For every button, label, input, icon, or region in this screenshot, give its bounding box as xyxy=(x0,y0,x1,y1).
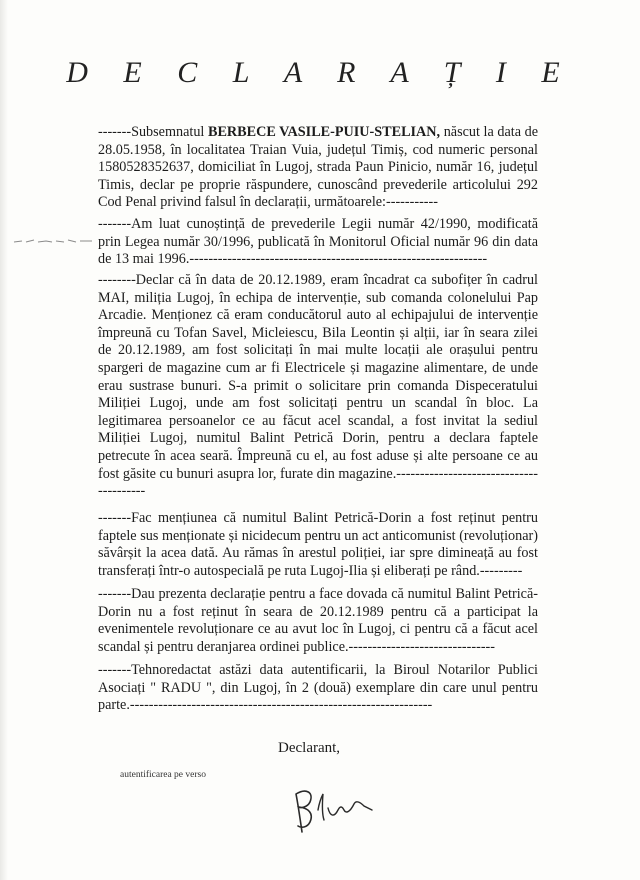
paragraph-identity xyxy=(98,124,538,212)
paragraph-notary: -------Tehnoredactat astăzi data autentificarii, la Biroul Notarilor Publici Asociați " RADU ", din Lugoj, în 2 (două) exemplare din care unul pentru parte.---------------------------------------------------------------- xyxy=(98,662,538,714)
scan-edge-shadow xyxy=(0,0,8,880)
margin-scribble-mark xyxy=(12,236,96,246)
paragraph-identity-rest: născut la data de 28.05.1958, în localitatea Traian Vuia, județul Timiș, cod numeric personal 1580528352637, domiciliat în Lugoj, strada Paun Pinicio, număr 16, județul Timis, declar pe proprie răspundere, cunoscând prevederile articolului 292 Cod Penal privind falsul în declarații, următoarele:----------- xyxy=(98,124,539,211)
paragraph-events: --------Declar că în data de 20.12.1989, eram încadrat ca subofițer în cadrul MAI, miliția Lugoj, în echipa de intervenție, sub comanda colonelului Pap Arcadie. Menționez că eram conducătorul auto al echipajului de intervenție împreună cu Tofan Savel, Micleiescu, Bila Leontin și alții, iar în seara zilei de 20.12.1989, am fost solicitați în mai multe locații ale orașului pentru spargeri de magazine cum ar fi Electricele și magazine alimentare, de unde erau sustrase bunuri. S-a primit o solicitare prin comanda Dispeceratului Miliției Lugoj, unde am fost solicitați pentru un scandal în bloc. La legitimarea persoanelor ce au făcut acel scandal, a fost invitat la sediul Miliției Lugoj, numitul Balint Petrică Dorin, pentru a declara faptele petrecute în acea seară. Împreună cu el, au fost aduse și alte persoane ce au fost găsite cu bunuri asupra lor, furate din magazine.---------------------------------------- xyxy=(98,272,538,500)
document-title: D E C L A R A Ț I E xyxy=(66,56,574,89)
verso-note: autentificarea pe verso xyxy=(120,770,206,780)
declarant-name: BERBECE VASILE-PUIU-STELIAN, xyxy=(207,124,441,140)
handwritten-signature xyxy=(288,780,378,840)
paragraph-identity-lead: -------Subsemnatul xyxy=(98,124,208,140)
paragraph-legal-notice: -------Am luat cunoștință de prevederile Legii număr 42/1990, modificată prin Legea număr 30/1996, publicată în Monitorul Oficial număr 96 din data de 13 mai 1996.--------------------------------------------------------------- xyxy=(98,216,538,268)
declarant-label: Declarant, xyxy=(278,740,341,756)
paragraph-purpose: -------Dau prezenta declarație pentru a face dovada că numitul Balint Petrică-Dorin nu a fost reținut în seara de 20.12.1989 pentru că a participat la evenimentele revoluționare ce au avut loc în Lugoj, ci pentru că a făcut acel scandal și pentru deranjarea ordinei publice.------------------------------- xyxy=(98,586,538,655)
paragraph-mention: -------Fac mențiunea că numitul Balint Petrică-Dorin a fost reținut pentru faptele sus menționate și nicidecum pentru un act anticomunist (revoluționar) săvârșit la acea dată. Au rămas în arestul poliției, iar spre dimineață au fost transferați într-o autospecială pe ruta Lugoj-Ilia și eliberați pe rând.--------- xyxy=(98,510,538,579)
